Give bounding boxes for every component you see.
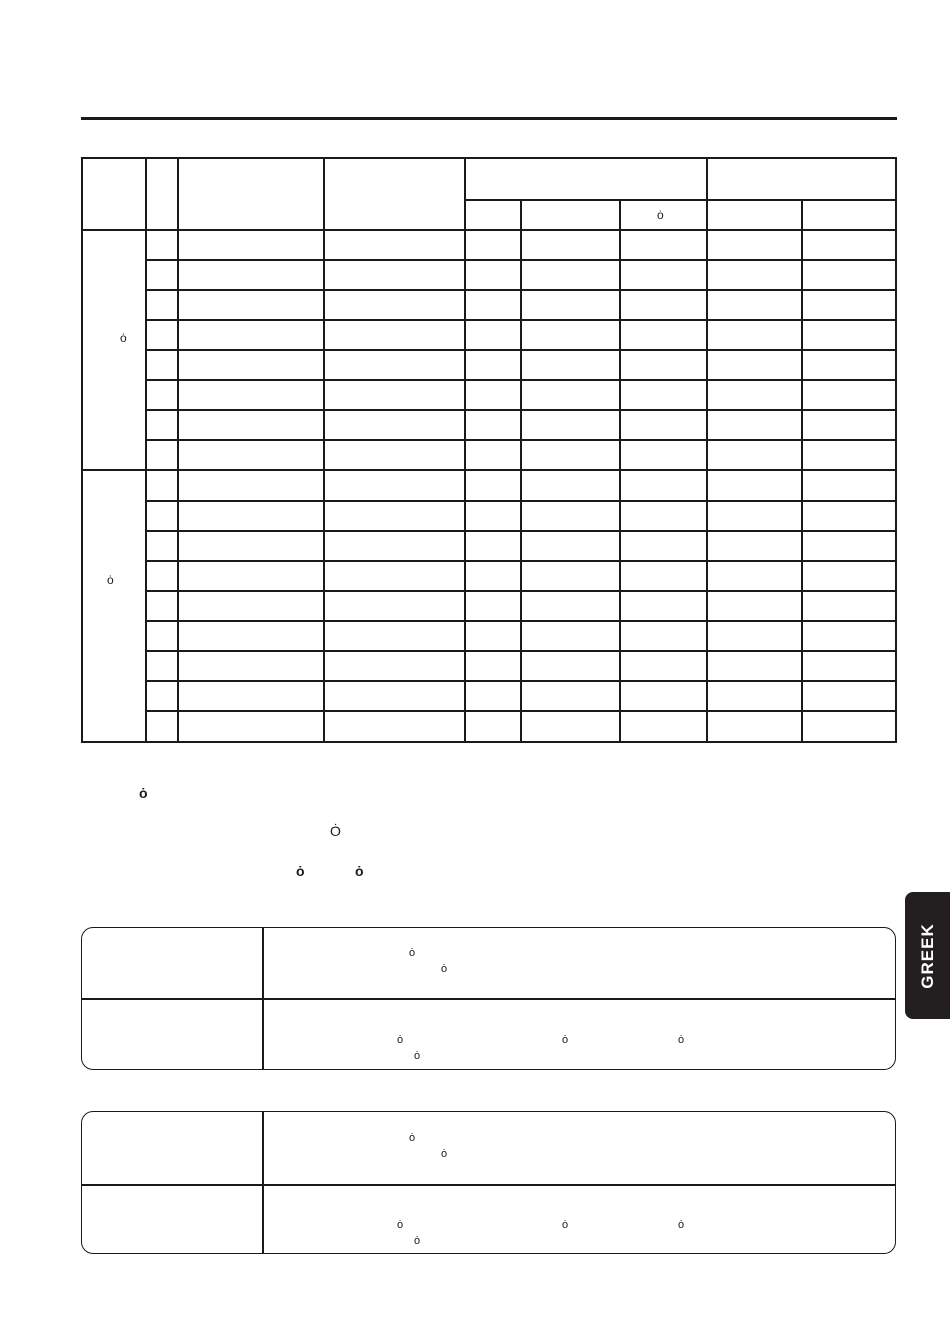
group-mark-b: ȯ [107,573,114,587]
mark: ȯ [562,1034,569,1046]
note-mark-2: Ȯ [330,823,341,839]
mark: ȯ [414,1235,421,1247]
row-line [145,259,895,261]
row-line [145,560,895,562]
header-rule [81,117,897,120]
data-table [81,157,897,743]
row-line [145,680,895,682]
note-mark-3a: ȯ [296,863,305,879]
header-bottom-line [83,229,895,231]
mark: ȯ [441,963,448,975]
mark: ȯ [678,1219,685,1231]
mark: ȯ [414,1050,421,1062]
box-row-divider [82,998,895,1000]
box-divider [262,1112,264,1253]
mark: ȯ [562,1219,569,1231]
box-row-divider [82,1184,895,1186]
row-line [145,590,895,592]
language-tab-label: GREEK [917,922,937,989]
row-line [145,409,895,411]
col-line [177,159,179,741]
mark: ȯ [409,947,416,959]
row-line [145,650,895,652]
row-line [145,439,895,441]
mark: ȯ [397,1034,404,1046]
col-line [706,159,708,741]
group-divider [83,469,895,471]
row-line [145,289,895,291]
mark: ȯ [397,1219,404,1231]
language-tab [905,892,950,1019]
row-line [145,710,895,712]
header-mark: ȯ [657,208,664,222]
header-subline [464,199,895,201]
mark: ȯ [678,1034,685,1046]
info-box-1 [81,927,896,1070]
col-line [323,159,325,741]
row-line [145,620,895,622]
row-line [145,500,895,502]
info-box-2 [81,1111,896,1254]
note-mark-1: ȯ [139,785,148,801]
mark: ȯ [409,1132,416,1144]
note-mark-3b: ȯ [355,863,364,879]
row-line [145,349,895,351]
row-line [145,319,895,321]
row-line [145,530,895,532]
group-mark-a: ȯ [120,331,127,345]
col-line [145,159,147,741]
row-line [145,379,895,381]
col-line [464,159,466,741]
mark: ȯ [441,1148,448,1160]
